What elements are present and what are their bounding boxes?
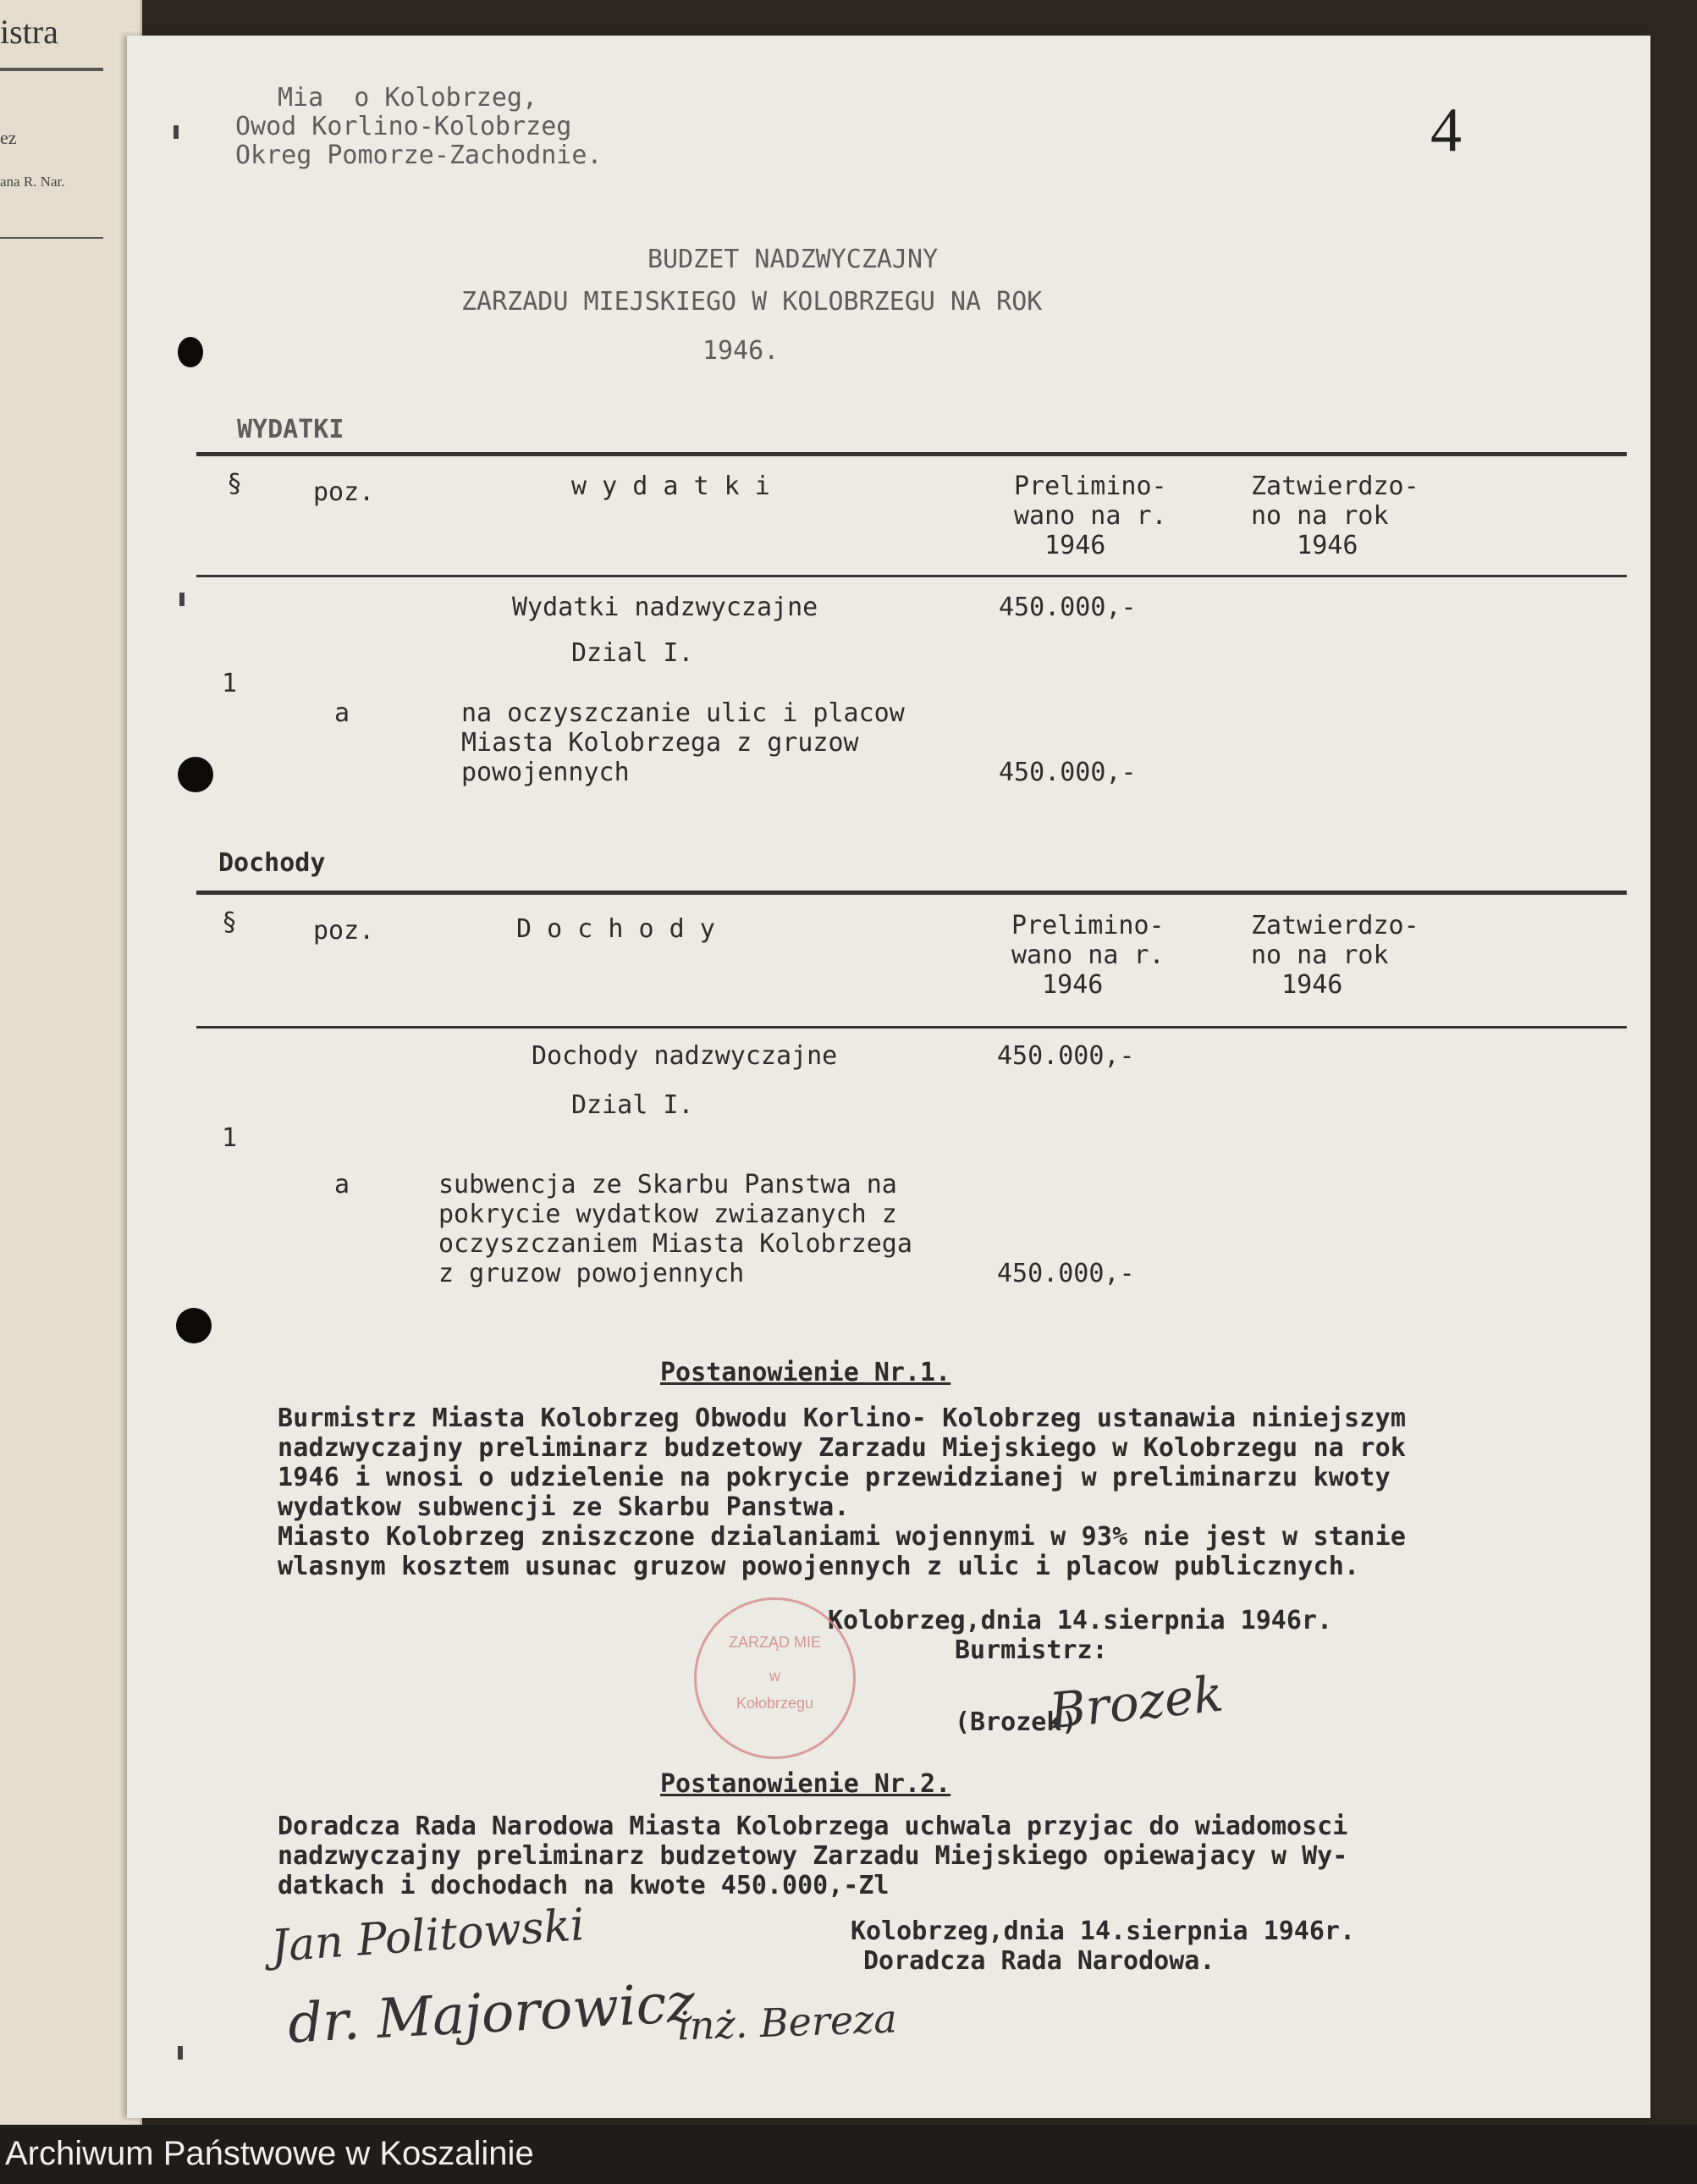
document-title-year: 1946. (702, 336, 780, 366)
archive-name: Archiwum Państwowe w Koszalinie (5, 2135, 534, 2172)
mayor-signature: Brozek (1047, 1664, 1226, 1740)
column-header-position: poz. (313, 916, 375, 946)
sender-line-2: Owod Korlino-Kolobrzeg (235, 112, 572, 141)
adjacent-page-heading: istra (0, 13, 58, 51)
expenses-row-description: na oczyszczanie ulic i placow Miasta Kolobrzega z gruzow powojennych (461, 698, 905, 787)
council-signature: inż. Bereza (676, 1995, 898, 2049)
table-rule (196, 452, 1627, 456)
expenses-heading: Wydatki nadzwyczajne (512, 593, 818, 622)
document-title: BUDZET NADZWYCZAJNY (647, 245, 939, 274)
council-signature: dr. Majorowicz (286, 1972, 697, 2056)
council-signature: Jan Politowski (269, 1900, 587, 1972)
table-rule (196, 575, 1627, 577)
expenses-row-amount: 450.000,- (999, 758, 1137, 787)
column-header-preliminary: Prelimino- wano na r. 1946 (1011, 911, 1165, 1000)
stamp-text: Kołobrzegu (736, 1695, 814, 1712)
income-heading-amount: 450.000,- (997, 1041, 1135, 1071)
column-header-description: w y d a t k i (571, 472, 770, 501)
sender-line-1: Mia o Kolobrzeg, (278, 83, 538, 113)
resolution-2-title: Postanowienie Nr.2. (660, 1769, 951, 1799)
page-number: 4 (1430, 96, 1462, 165)
column-header-paragraph: § (222, 907, 238, 937)
column-header-approved: Zatwierdzo- no na rok 1946 (1251, 911, 1419, 1000)
stamp-text: ZARZĄD MIE (728, 1634, 821, 1651)
punch-hole (178, 757, 213, 792)
margin-mark (174, 125, 179, 139)
adjacent-page (0, 0, 142, 2125)
expenses-row-paragraph: 1 (222, 669, 238, 698)
table-rule (196, 891, 1627, 895)
income-row-position: a (334, 1170, 350, 1200)
resolution-1-title: Postanowienie Nr.1. (660, 1358, 951, 1387)
margin-mark (178, 2046, 183, 2060)
margin-mark (179, 593, 185, 606)
column-header-position: poz. (313, 477, 375, 507)
expenses-row-position: a (334, 698, 350, 728)
punch-hole (178, 337, 203, 367)
resolution-2-council: Doradcza Rada Narodowa. (863, 1946, 1215, 1976)
income-row-description: subwencja ze Skarbu Panstwa na pokrycie wydatkow zwiazanych z oczyszczaniem Miasta Kolobrzega z gruzow powojennych (438, 1170, 912, 1288)
expenses-heading-amount: 450.000,- (999, 593, 1137, 622)
document-page (127, 36, 1650, 2118)
column-header-description: D o c h o d y (516, 914, 715, 944)
document-title: ZARZADU MIEJSKIEGO W KOLOBRZEGU NA ROK (461, 287, 1043, 317)
resolution-2-place-date: Kolobrzeg,dnia 14.sierpnia 1946r. (851, 1917, 1356, 1946)
resolution-1-role: Burmistrz: (955, 1635, 1108, 1665)
stamp-text: w (769, 1668, 780, 1685)
section-label-expenses: WYDATKI (237, 415, 344, 444)
adjacent-page-rule (0, 68, 103, 71)
income-division: Dzial I. (571, 1090, 694, 1120)
office-stamp (694, 1597, 856, 1759)
expenses-division: Dzial I. (571, 638, 694, 668)
section-label-income: Dochody (218, 848, 326, 878)
resolution-2-body: Doradcza Rada Narodowa Miasta Kolobrzega uchwala przyjac do wiadomosci nadzwyczajny preliminarz budzetowy Zarzadu Miejskiego opiewajacy w Wy- datkach i dochodach na kwote 450.000,-Zl (278, 1812, 1348, 1900)
column-header-preliminary: Prelimino- wano na r. 1946 (1014, 472, 1167, 560)
column-header-paragraph: § (227, 469, 243, 499)
adjacent-page-rule (0, 237, 103, 239)
resolution-1-name: (Brozek) (955, 1707, 1077, 1737)
column-header-approved: Zatwierdzo- no na rok 1946 (1251, 472, 1419, 560)
adjacent-page-text: ez (0, 127, 17, 148)
table-rule (196, 1026, 1627, 1029)
income-row-amount: 450.000,- (997, 1259, 1135, 1288)
archive-footer (0, 2125, 1697, 2184)
income-heading: Dochody nadzwyczajne (532, 1041, 838, 1071)
income-row-paragraph: 1 (222, 1123, 238, 1153)
punch-hole (176, 1308, 212, 1343)
resolution-1-place-date: Kolobrzeg,dnia 14.sierpnia 1946r. (828, 1606, 1333, 1635)
adjacent-page-text: ana R. Nar. (0, 174, 65, 190)
sender-line-3: Okreg Pomorze-Zachodnie. (235, 141, 603, 170)
resolution-1-body: Burmistrz Miasta Kolobrzeg Obwodu Korlino- Kolobrzeg ustanawia niniejszym nadzwyczajny preliminarz budzetowy Zarzadu Miejskiego w Kolobrzegu na rok 1946 i wnosi o udzielenie na pokrycie przewidzianej w preliminarzu kwoty wydatkow subwencji ze Skarbu Panstwa. Miasto Kolobrzeg zniszczone dzialaniami wojennymi w 93% nie jest w stanie wlasnym kosztem usunac gruzow powojennych z ulic i placow publicznych. (278, 1404, 1407, 1581)
